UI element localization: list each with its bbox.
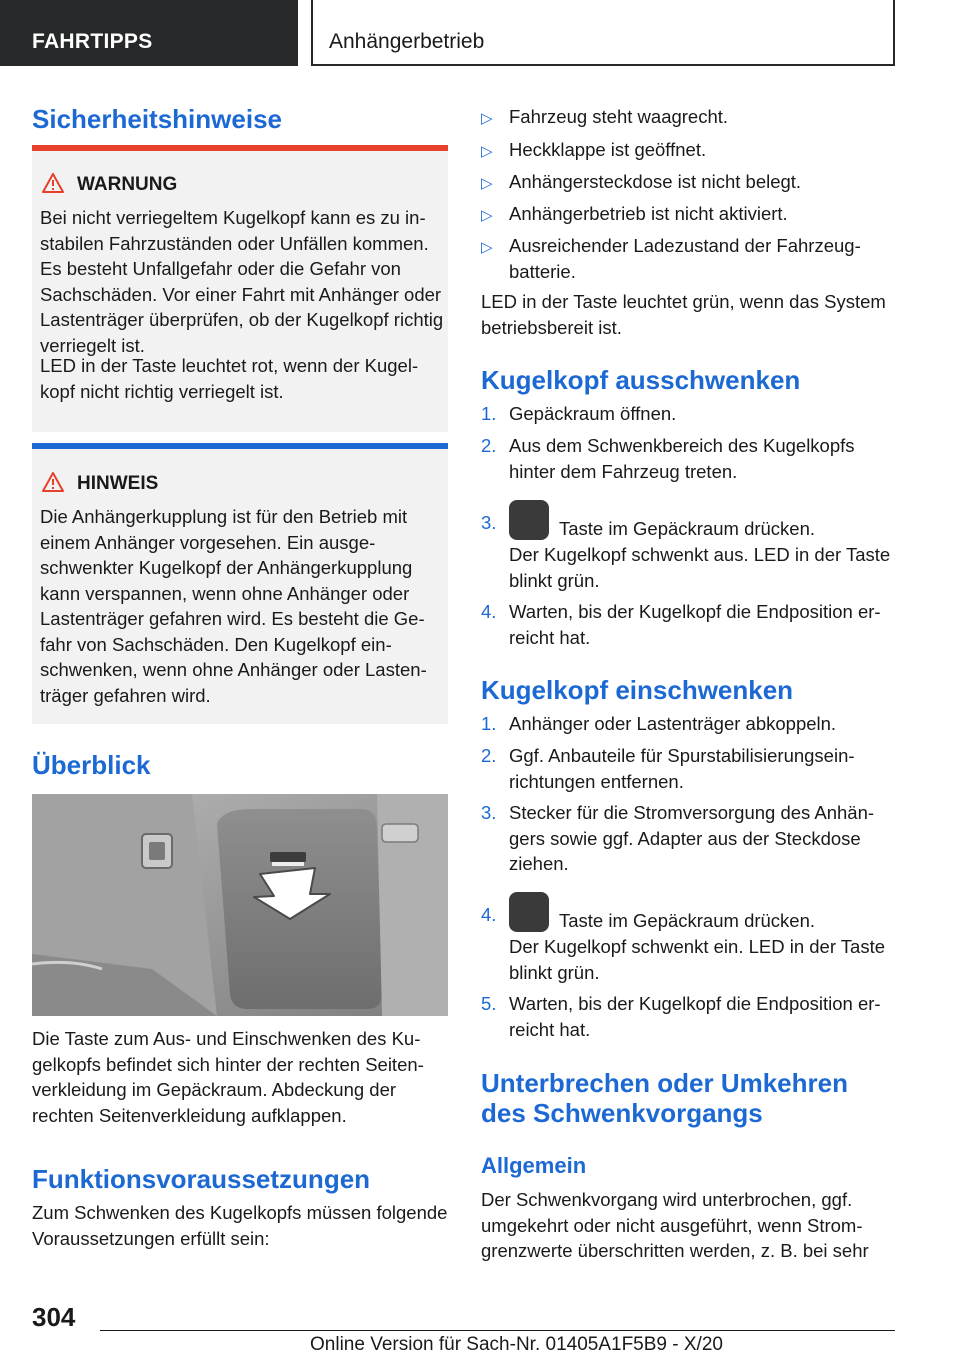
chapter-label: Anhängerbetrieb (329, 30, 485, 53)
heading-safety: Sicherheitshinweise (32, 104, 282, 134)
triangle-bullet-icon: ▷ (481, 239, 493, 256)
warning-text-1: Bei nicht verriegeltem Kugelkopf kann es zu instabilen Fahrzuständen oder Unfällen kommen. Es besteht Unfallgefahr oder die Gefahr von Sachschäden. Vor einer Fahrt mit Anhänger oder Lastenträger überprüfen, ob der Kugelkopf richtig verriegelt ist. (40, 207, 444, 356)
warning-triangle-icon (42, 173, 64, 193)
section-label: FAHRTIPPS (32, 30, 153, 53)
heading-swing-in: Kugelkopf einschwenken (481, 675, 794, 705)
warning-box (32, 145, 448, 432)
hint-text: Die Anhängerkupplung ist für den Betrieb mit einem Anhänger vorgesehen. Ein ausgeschwenkter Kugelkopf der Anhängerkupplung kann verspannen, wenn ohne Anhänger oder Lastenträger gefahren wird. Es besteht die Gefahr von Sachschäden. Den Kugelkopf einschwenken, wenn ohne Anhänger oder Lastenträger gefahren wird. (40, 506, 427, 706)
hint-bar (32, 443, 448, 449)
chapter-tab (311, 0, 895, 66)
hint-box (32, 443, 448, 724)
warning-text-2: LED in der Taste leuchtet rot, wenn der Kugelkopf nicht richtig verriegelt ist. (40, 355, 419, 402)
heading-functions: Funktionsvoraussetzungen (32, 1164, 371, 1194)
functions-text: Zum Schwenken des Kugelkopfs müssen folgende Voraussetzungen erfüllt sein: (32, 1202, 448, 1249)
heading-swing-out: Kugelkopf ausschwenken (481, 365, 801, 395)
hint-title: HINWEIS (77, 473, 159, 494)
hint-triangle-icon (42, 472, 64, 492)
footer-divider (100, 1330, 895, 1331)
heading-general: Allgemein (481, 1153, 587, 1178)
heading-overview: Überblick (32, 750, 151, 780)
triangle-bullet-icon: ▷ (481, 175, 493, 192)
led-text: LED in der Taste leuchtet grün, wenn das System betriebsbereit ist. (481, 291, 886, 338)
tow-hitch-button-icon (509, 500, 549, 540)
overview-text: Die Taste zum Aus- und Einschwenken des Kugelkopfs befindet sich hinter der rechten Seitenverkleidung im Gepäckraum. Abdeckung der rechten Seitenverkleidung aufklappen. (32, 1028, 424, 1126)
triangle-bullet-icon: ▷ (481, 110, 493, 127)
warning-bar (32, 145, 448, 151)
heading-interrupt-2: des Schwenkvorgangs (481, 1098, 763, 1128)
general-text: Der Schwenkvorgang wird unterbrochen, ggf. umgekehrt oder nicht ausgeführt, wenn Stromgrenzwerte überschritten werden, z. B. bei sehr (481, 1189, 869, 1261)
footer-online-version: Online Version für Sach-Nr. 01405A1F5B9 - X/20 (310, 1334, 723, 1355)
tow-hitch-button-icon (509, 892, 549, 932)
trunk-photo (32, 794, 448, 1016)
triangle-bullet-icon: ▷ (481, 143, 493, 160)
trunk-illustration (32, 794, 448, 1016)
warning-title: WARNUNG (77, 174, 178, 195)
heading-interrupt-1: Unterbrechen oder Umkehren (481, 1068, 848, 1098)
page-header (0, 0, 960, 66)
section-tab (0, 0, 298, 66)
triangle-bullet-icon: ▷ (481, 207, 493, 224)
page-number: 304 (32, 1302, 76, 1332)
